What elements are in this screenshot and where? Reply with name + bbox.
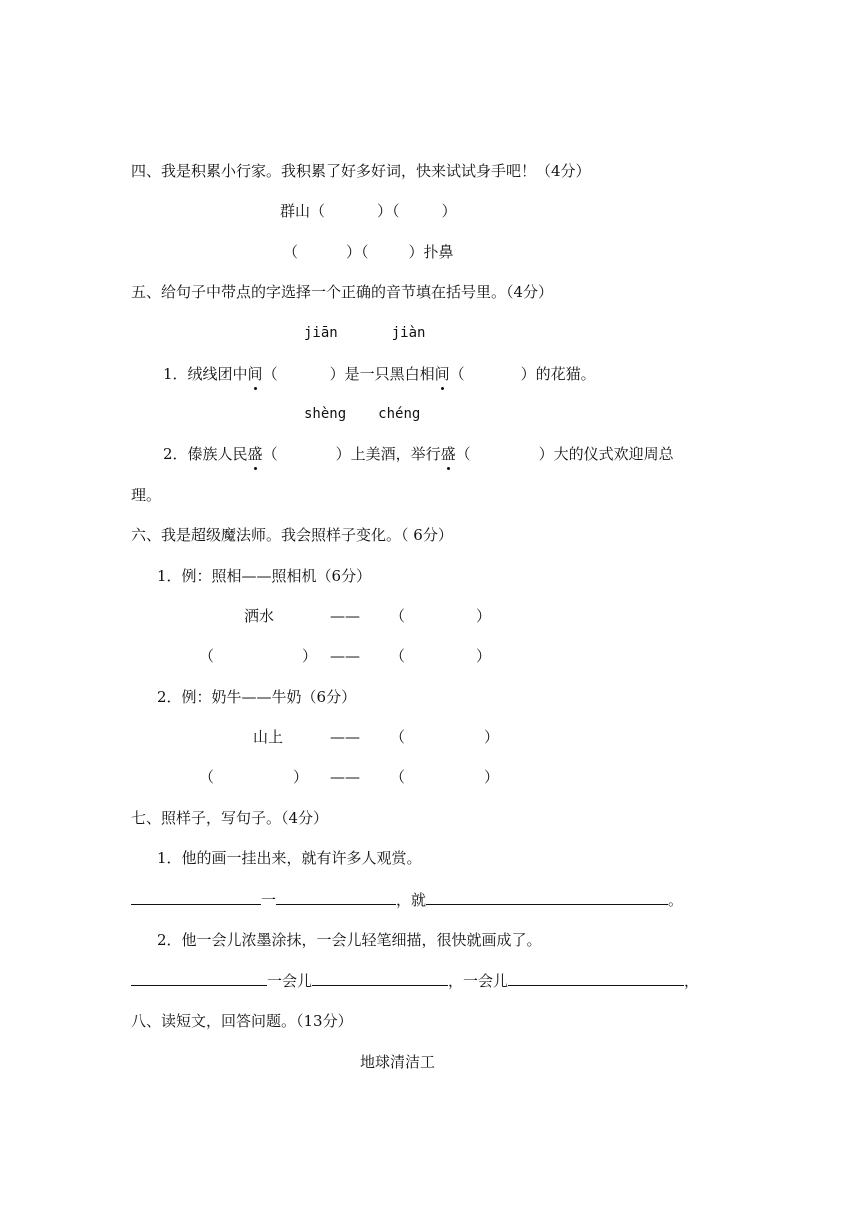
- answer-blank[interactable]: [131, 970, 267, 986]
- s7-question-2: 2．他一会儿浓墨涂抹，一会儿轻笔细描，很快就画成了。: [157, 931, 542, 949]
- a1-connector-1: 一: [261, 891, 277, 909]
- s6-ex1-row2-close2: ）: [476, 647, 492, 665]
- s6-ex2-open: （: [390, 728, 406, 746]
- answer-blank[interactable]: [276, 889, 396, 905]
- s5-question-2-wrap: 理。: [131, 486, 162, 504]
- s4-row2-end: ）扑鼻: [408, 243, 454, 261]
- answer-blank[interactable]: [508, 970, 684, 986]
- pinyin-sheng: shèng: [304, 406, 347, 422]
- s4-row2-mid: ）（: [346, 243, 369, 261]
- s6-ex1-row2-open: （: [199, 647, 215, 665]
- s6-ex1-close: ）: [476, 607, 492, 625]
- q1-open-2: （: [449, 365, 465, 383]
- s6-example-1: 1．例：照相——照相机（6分）: [157, 567, 372, 585]
- answer-blank[interactable]: [131, 889, 261, 905]
- q1-text-c: ）是一只黑白相: [329, 365, 435, 383]
- s4-row1-close: ）（: [377, 202, 400, 220]
- s6-ex1-row2-close: ）: [302, 647, 318, 665]
- s6-ex2-dash: ——: [330, 728, 360, 746]
- q2-text-c: ）上美酒，举行: [335, 445, 441, 463]
- s7-answer-2: [131, 970, 699, 991]
- s4-row2-open: （: [283, 243, 299, 261]
- s6-ex2-row2-close: ）: [293, 768, 309, 786]
- q2-open-2: （: [455, 445, 471, 463]
- a2-connector-1: 一会儿: [267, 972, 313, 990]
- s6-example-2: 2．例：奶牛——牛奶（6分）: [157, 688, 357, 706]
- q2-text-a: 2．傣族人民: [163, 445, 248, 463]
- s6-ex2-word: 山上: [253, 728, 284, 746]
- section-7-heading: 七、照样子，写句子。（4分）: [131, 809, 329, 827]
- s6-ex2-close: ）: [484, 728, 500, 746]
- s7-answer-1: [131, 889, 683, 910]
- q2-dotted-char-2: 盛: [440, 445, 456, 463]
- s6-ex2-row2-open: （: [199, 768, 215, 786]
- a1-connector-2: ，就: [396, 891, 427, 909]
- s5-question-1: [163, 364, 596, 384]
- answer-blank[interactable]: [426, 889, 668, 905]
- q1-text-e: ）的花猫。: [520, 365, 596, 383]
- s5-question-2: [163, 444, 674, 464]
- q1-dotted-char-2: 间: [434, 365, 450, 383]
- s4-row-2: [283, 242, 454, 262]
- s6-ex1-open: （: [390, 607, 406, 625]
- q1-open-1: （: [262, 365, 278, 383]
- section-4-heading: 四、我是积累小行家。我积累了好多好词，快来试试身手吧！（4分）: [131, 162, 591, 180]
- pinyin-row-1: [304, 323, 425, 343]
- s4-row1-word: 群山（: [280, 202, 326, 220]
- a2-end: ，: [684, 972, 700, 990]
- s7-question-1: 1．他的画一挂出来，就有许多人观赏。: [157, 849, 422, 867]
- s6-ex2-row2-close2: ）: [484, 768, 500, 786]
- pinyin-row-2: [304, 404, 420, 424]
- q1-text-a: 1．绒线团中: [163, 365, 248, 383]
- s6-ex2-row2-dash: ——: [330, 768, 360, 786]
- pinyin-jian4: jiàn: [391, 325, 426, 341]
- s6-ex1-word: 洒水: [244, 607, 275, 625]
- s6-ex2-row2-open2: （: [390, 768, 406, 786]
- pinyin-cheng: chéng: [378, 406, 421, 422]
- s6-ex1-row2-dash: ——: [330, 647, 360, 665]
- answer-blank[interactable]: [312, 970, 448, 986]
- section-6-heading: 六、我是超级魔法师。我会照样子变化。（ 6分）: [131, 526, 453, 544]
- s6-ex1-row2-open2: （: [390, 647, 406, 665]
- a2-connector-2: ，一会儿: [448, 972, 509, 990]
- q2-dotted-char-1: 盛: [247, 445, 263, 463]
- s4-row1-end: ）: [441, 202, 457, 220]
- section-8-heading: 八、读短文，回答问题。（13分）: [131, 1012, 353, 1030]
- s4-row-1: [280, 201, 457, 221]
- q2-open-1: （: [262, 445, 278, 463]
- passage-title: 地球清洁工: [360, 1053, 436, 1071]
- s6-ex1-dash: ——: [330, 607, 360, 625]
- pinyin-jian1: jiān: [304, 325, 338, 341]
- q2-text-e: ）大的仪式欢迎周总: [538, 445, 674, 463]
- q1-dotted-char-1: 间: [247, 365, 263, 383]
- a1-end: 。: [668, 891, 684, 909]
- section-5-heading: 五、给句子中带点的字选择一个正确的音节填在括号里。（4分）: [131, 283, 554, 301]
